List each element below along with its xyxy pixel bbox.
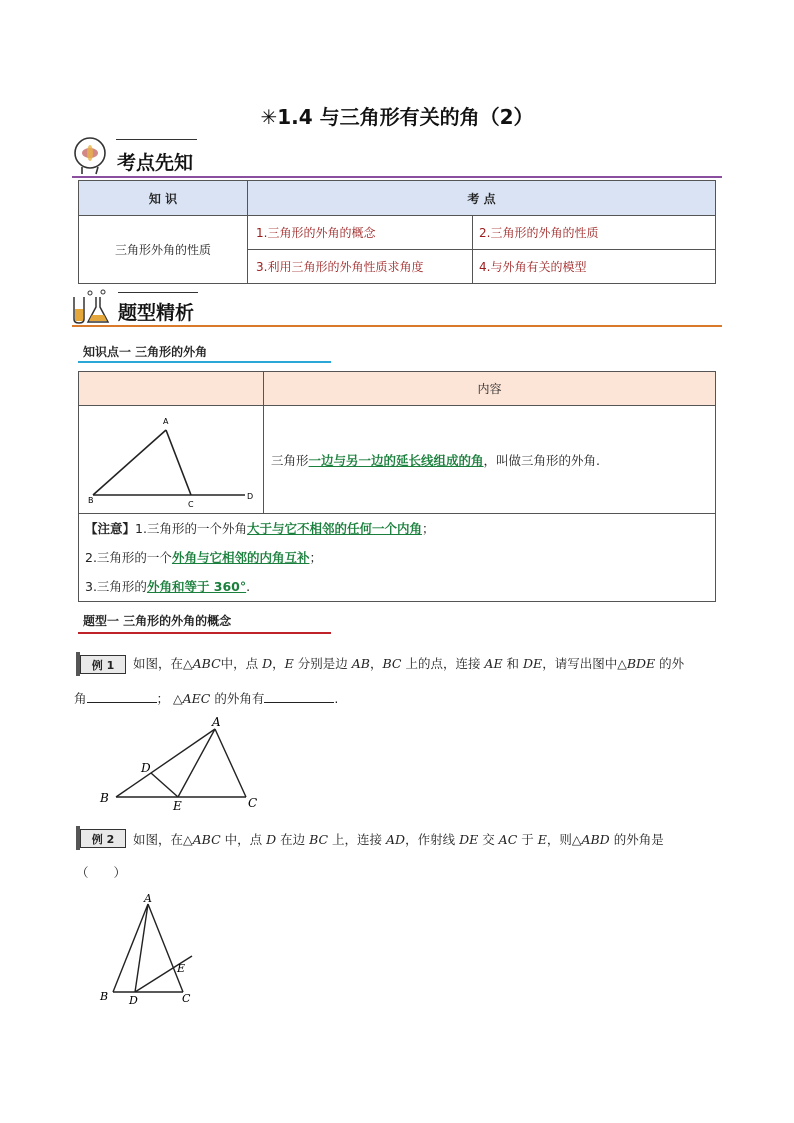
note1-post: ；	[421, 521, 435, 536]
line-ac	[166, 430, 191, 495]
ex2-math: BC	[309, 832, 329, 847]
definition-pre: 三角形	[271, 452, 309, 468]
kp1-header-blank	[79, 372, 264, 406]
ex2-math: AD	[386, 832, 406, 847]
example1-line1	[133, 654, 723, 674]
note-3	[85, 572, 715, 601]
table-cell-point: 1.三角形的外角的概念	[248, 216, 473, 250]
type1-underline	[78, 632, 331, 634]
section-rule-2	[72, 325, 722, 327]
ex2-text: 于	[517, 832, 538, 847]
ex1-text: ，	[272, 656, 285, 671]
label-c: C	[188, 499, 194, 509]
line-ac	[215, 729, 246, 797]
ex1-text: ；	[156, 691, 170, 706]
ex1-text: ，请写出图中	[542, 656, 618, 671]
example2-tag-wrap	[76, 826, 126, 850]
table-cell-point: 4.与外角有关的模型	[473, 250, 716, 284]
ex1-math: △AEC	[173, 691, 211, 706]
note3-post: .	[246, 579, 251, 594]
note-2	[85, 543, 715, 572]
line-ac	[148, 904, 186, 992]
definition-highlight: 一边与另一边的延长线组成的角	[308, 452, 484, 468]
ex1-text: 和	[502, 656, 524, 671]
label-a: A	[163, 416, 169, 426]
line-ba	[93, 430, 166, 495]
note2-highlight: 外角与它相邻的内角互补	[171, 550, 310, 565]
head-icon	[72, 136, 108, 176]
label-c: C	[182, 992, 191, 1005]
kp1-header-content: 内容	[264, 372, 716, 406]
table-cell-point: 2.三角形的外角的性质	[473, 216, 716, 250]
ex2-math: E	[537, 832, 547, 847]
label-c: C	[248, 796, 258, 810]
ex2-text: 如图，在	[133, 832, 184, 847]
line-de	[151, 773, 178, 797]
note3-highlight: 外角和等于 360°	[146, 579, 247, 594]
example2-figure	[96, 890, 206, 1010]
note2-pre: 2.三角形的一个	[85, 550, 172, 565]
ex2-text: 交	[478, 832, 499, 847]
head-underline-top-2	[118, 292, 198, 293]
ex2-math: AC	[498, 832, 518, 847]
ex1-text: 分别是边	[293, 656, 352, 671]
example1-tag-wrap	[76, 652, 126, 676]
kp1-label: 知识点一 三角形的外角	[83, 345, 208, 359]
ex1-math: AE	[484, 656, 503, 671]
section-heading-1: 考点先知	[117, 152, 194, 174]
kp1-table	[78, 371, 716, 602]
example1-line2	[74, 689, 338, 709]
label-a: A	[212, 715, 221, 729]
ex2-text: 的外角是	[609, 832, 664, 847]
page-title: ✳1.4 与三角形有关的角（2）	[260, 105, 534, 129]
note2-post: ；	[309, 550, 322, 565]
ex1-math: DE	[523, 656, 543, 671]
ex1-text: 的外	[655, 656, 685, 671]
section-rule-1	[72, 176, 722, 178]
line-ba	[113, 904, 148, 992]
ex2-math: DE	[459, 832, 479, 847]
table-header-knowledge: 知 识	[79, 181, 248, 216]
ex2-text: 中，点	[220, 832, 267, 847]
ex1-math: △BDE	[617, 656, 656, 671]
flask-icon	[70, 289, 110, 325]
ex1-text: ，	[369, 656, 383, 671]
type1-label: 题型一 三角形的外角的概念	[83, 614, 232, 628]
table-cell-point: 3.利用三角形的外角性质求角度	[248, 250, 473, 284]
ex2-text: 上，连接	[328, 832, 387, 847]
example1-figure	[96, 712, 266, 812]
ex2-math: D	[266, 832, 277, 847]
head-underline-top	[116, 139, 197, 140]
kp1-definition	[264, 406, 716, 514]
table-header-points: 考 点	[248, 181, 716, 216]
example2-line1	[133, 830, 723, 850]
ex1-text: 上的点，连接	[401, 656, 485, 671]
label-d: D	[247, 491, 254, 501]
knowledge-table	[78, 180, 716, 284]
ex1-text: 的外角有	[210, 691, 265, 706]
answer-blank-2[interactable]	[264, 690, 334, 703]
note3-pre: 3.三角形的	[85, 579, 147, 594]
exterior-angle-figure	[79, 407, 263, 513]
table-cell-knowledge: 三角形外角的性质	[79, 216, 248, 284]
kp1-underline	[78, 361, 331, 363]
note-tag: 【注意】	[85, 521, 136, 536]
ex1-math: △ABC	[183, 656, 221, 671]
kp1-notes	[79, 514, 716, 602]
label-b: B	[88, 495, 94, 505]
label-e: E	[177, 962, 186, 975]
label-e: E	[173, 799, 182, 812]
ex1-text: 中，点	[220, 656, 263, 671]
note-1	[85, 514, 715, 543]
ex2-text: 在边	[276, 832, 310, 847]
label-d: D	[129, 994, 138, 1007]
note1-pre: 1.三角形的一个外角	[135, 521, 247, 536]
ex2-text: ，则	[546, 832, 572, 847]
ex2-text: ，作射线	[405, 832, 460, 847]
answer-blank-1[interactable]	[87, 690, 157, 703]
ex1-math: BC	[382, 656, 402, 671]
example2-tag: 例 2	[80, 829, 126, 848]
ex1-math: AB	[351, 656, 370, 671]
ex1-text: 角	[74, 691, 87, 706]
ex1-math: E	[284, 656, 294, 671]
example2-answer-bracket[interactable]: （ ）	[76, 865, 127, 880]
section-heading-2: 题型精析	[118, 302, 195, 324]
label-d: D	[141, 761, 151, 775]
ex2-math: △ABD	[571, 832, 610, 847]
ex1-math: D	[262, 656, 273, 671]
example1-tag: 例 1	[80, 655, 126, 674]
kp1-figure-cell	[79, 406, 264, 514]
label-b: B	[100, 990, 109, 1003]
note1-highlight: 大于与它不相邻的任何一个内角	[246, 521, 422, 536]
label-a: A	[144, 892, 152, 905]
line-ad	[135, 904, 148, 992]
line-ae	[178, 729, 215, 797]
ex1-text: .	[334, 691, 339, 706]
definition-post: ，叫做三角形的外角.	[483, 452, 601, 468]
ex1-text: 如图，在	[133, 656, 184, 671]
ex2-math: △ABC	[183, 832, 221, 847]
label-b: B	[100, 791, 109, 805]
